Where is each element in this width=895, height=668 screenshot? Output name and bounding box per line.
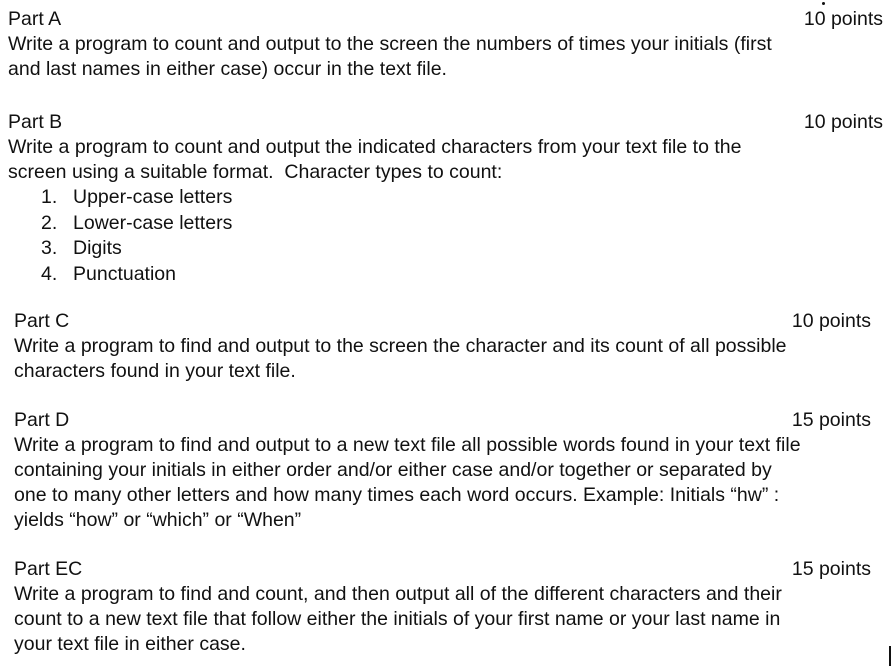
part-ec-points: 15 points [791,558,871,580]
list-item-text: Punctuation [73,262,176,285]
part-a-line-2: and last names in either case) occur in the text file. [8,58,447,80]
part-ec-line-1: Write a program to find and count, and then output all of the different characters and their [14,583,782,605]
part-d-header [14,408,871,433]
part-c-points: 10 points [791,310,871,332]
text-cursor-mark [889,646,891,666]
part-c-line-1: Write a program to find and output to the screen the character and its count of all possible [14,335,787,357]
list-item [41,236,883,262]
part-ec-title: Part EC [14,558,83,580]
list-item-number: 3. [41,237,58,259]
part-d-line-2: containing your initials in either order and/or either case and/or together or separated by [14,459,772,481]
part-a-section [8,7,883,82]
part-b-section [8,110,883,287]
list-item-number: 1. [41,186,58,208]
part-c-title: Part C [14,310,70,332]
part-a-line-1: Write a program to count and output to the screen the numbers of times your initials (first [8,33,772,55]
part-ec-header [14,557,871,582]
part-a-title: Part A [8,8,62,30]
list-item [41,211,883,237]
list-item-text: Upper-case letters [73,186,233,208]
list-item [41,262,883,288]
stray-dot-mark [822,2,825,5]
part-b-points: 10 points [803,111,883,133]
part-a-points: 10 points [803,8,883,30]
part-b-header [8,110,883,135]
part-a-header [8,7,883,32]
part-b-line-1: Write a program to count and output the indicated characters from your text file to the [8,136,742,158]
part-b-line-2: screen using a suitable format. Character types to count: [8,161,503,183]
list-item [41,185,883,211]
part-d-section [14,408,886,533]
part-ec-section [14,557,871,657]
list-item-text: Digits [73,237,122,259]
part-ec-line-2: count to a new text file that follow either the initials of your first name or your last name in [14,608,781,630]
part-ec-line-3: your text file in either case. [14,633,246,655]
list-item-number: 2. [41,211,58,234]
list-item-text: Lower-case letters [73,211,233,234]
part-c-line-2: characters found in your text file. [14,360,296,382]
list-item-number: 4. [41,262,58,285]
part-d-title: Part D [14,409,70,431]
part-c-section [14,309,871,384]
part-d-line-1: Write a program to find and output to a new text file all possible words found in your text file [14,434,801,456]
part-d-line-4: yields “how” or “which” or “When” [14,509,302,531]
part-d-line-3: one to many other letters and how many times each word occurs. Example: Initials “hw” : [14,484,780,506]
part-c-header [14,309,871,334]
part-b-title: Part B [8,111,63,133]
character-types-list [8,185,883,287]
part-d-points: 15 points [791,409,871,431]
